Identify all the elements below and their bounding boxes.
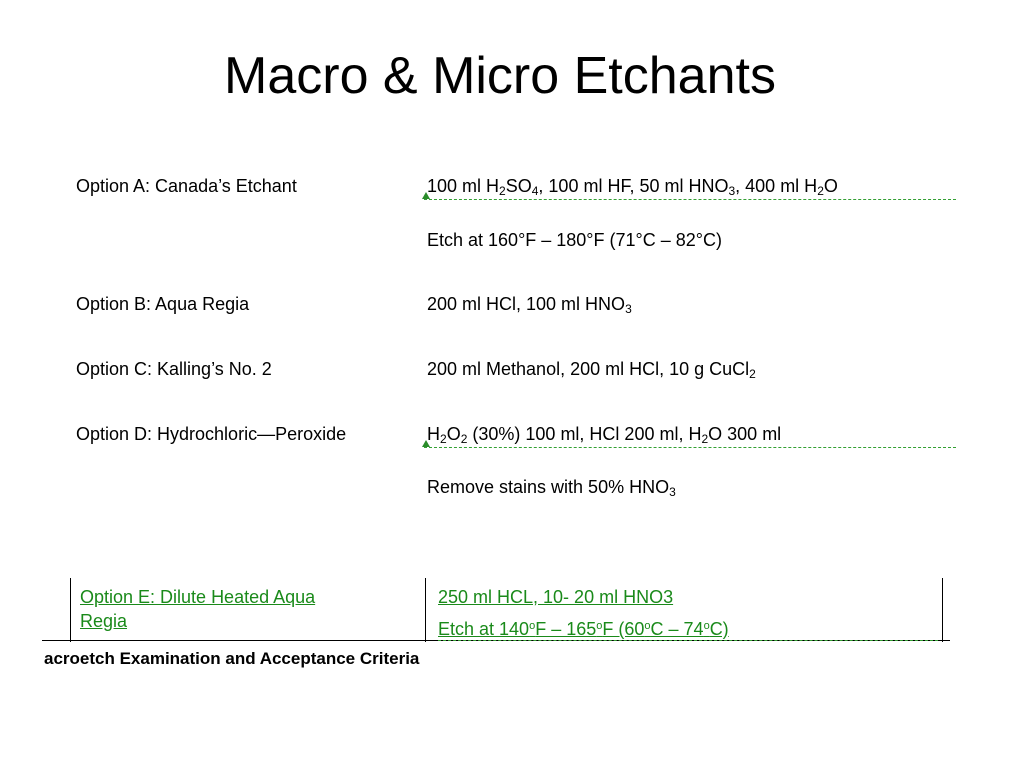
- option-c-label: Option C: Kalling’s No. 2: [76, 359, 272, 379]
- superscript: o: [703, 620, 710, 632]
- option-b-label: Option B: Aqua Regia: [76, 294, 250, 314]
- tracked-change-underline: [438, 640, 938, 641]
- option-d-label: Option D: Hydrochloric—Peroxide: [76, 424, 347, 444]
- insertion-marker-icon: [422, 440, 430, 447]
- option-e-condition: Etch at 140$^o$F – 165$^o$F (60$^o$C – 74$^o$C): [438, 619, 729, 639]
- option-d-note: Remove stains with 50% $HNO_3$: [427, 477, 676, 499]
- option-d-formula: $H_2O_2$ (30%) 100 ml, HCl 200 ml, $H_2O$ 300 ml: [427, 424, 782, 446]
- subscript: 2: [749, 367, 756, 381]
- subscript: 2: [499, 184, 506, 198]
- subscript: 2: [460, 432, 468, 446]
- tracked-change-underline: [424, 447, 956, 448]
- table-border-left: [70, 578, 71, 642]
- subscript: 3: [669, 485, 676, 499]
- subscript: 2: [817, 184, 824, 198]
- subscript: 4: [531, 184, 539, 198]
- option-d-note-row: [0, 476, 1024, 506]
- subscript: 3: [625, 302, 632, 316]
- cropped-heading-text: acroetch Examination and Acceptance Criteria: [44, 649, 420, 668]
- option-a-condition: Etch at 160°F – 180°F (71°C – 82°C): [427, 230, 722, 250]
- superscript: o: [596, 620, 603, 632]
- option-b-row: [0, 293, 1024, 323]
- subscript: 3: [728, 184, 736, 198]
- option-b-formula: 200 ml HCl, 100 ml $HNO_3$: [427, 294, 632, 316]
- option-e-label-line2: Regia: [80, 611, 128, 631]
- subscript: 2: [701, 432, 709, 446]
- option-a-row: [0, 175, 1024, 205]
- subscript: 2: [440, 432, 447, 446]
- option-a-formula: 100 ml $H_2SO_4$, 100 ml HF, 50 ml $HNO_3$, 400 ml $H_2O$: [427, 176, 838, 198]
- option-c-row: [0, 358, 1024, 388]
- option-d-row: [0, 423, 1024, 453]
- insertion-marker-icon: [422, 192, 430, 199]
- slide-title: Macro & Micro Etchants: [224, 47, 776, 105]
- table-border-right: [942, 578, 943, 642]
- tracked-change-underline: [424, 199, 956, 200]
- option-c-formula: 200 ml Methanol, 200 ml HCl, 10 g CuCl$_2$: [427, 359, 756, 381]
- option-e-label-line1: Option E: Dilute Heated Aqua: [80, 587, 316, 607]
- superscript: o: [529, 620, 536, 632]
- option-e-formula: 250 ml HCL, 10- 20 ml HNO3: [438, 587, 674, 607]
- superscript: o: [644, 620, 651, 632]
- table-border-middle: [425, 578, 426, 642]
- option-a-condition-row: [0, 229, 1024, 259]
- option-a-label: Option A: Canada’s Etchant: [76, 176, 297, 196]
